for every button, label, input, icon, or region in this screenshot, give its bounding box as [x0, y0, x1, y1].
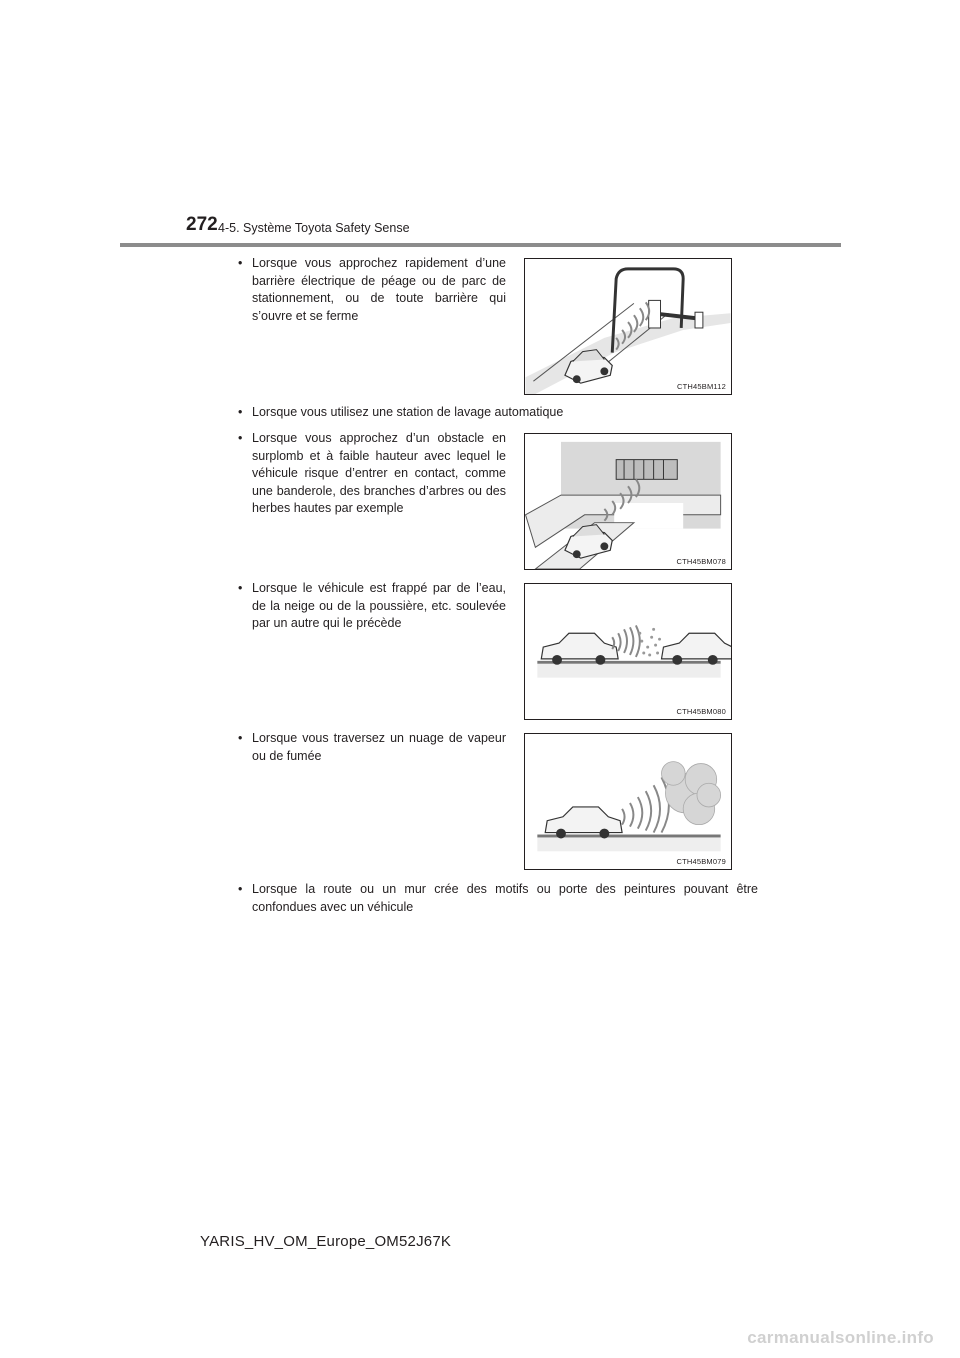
item-text: Lorsque la route ou un mur crée des motifs ou porte des peintures pouvant être confondues avec un véhicule: [252, 882, 758, 914]
spray-illustration: [525, 584, 731, 719]
figure-code: CTH45BM078: [676, 557, 726, 566]
bullet: •: [238, 256, 243, 270]
bullet: •: [238, 431, 243, 445]
bullet: •: [238, 882, 243, 896]
item-text: Lorsque vous approchez d’un obstacle en surplomb et à faible hauteur avec lequel le véhicule risque d’entrer en contact, comme une banderole, des branches d’arbres ou des herbes hautes par exemple: [252, 431, 506, 516]
figure-steam: [524, 733, 732, 870]
list-item: [238, 580, 506, 633]
footer-doc-code: YARIS_HV_OM_Europe_OM52J67K: [200, 1233, 452, 1250]
figure-code: CTH45BM079: [676, 857, 726, 866]
figure-code: CTH45BM080: [676, 707, 726, 716]
bullet: •: [238, 731, 243, 745]
bullet: •: [238, 405, 243, 419]
list-item: [238, 730, 506, 765]
header-rule: [120, 243, 841, 247]
figure-spray: [524, 583, 732, 720]
watermark[interactable]: carmanualsonline.info: [747, 1328, 934, 1347]
item-text: Lorsque vous approchez rapidement d’une barrière électrique de péage ou de parc de stationnement, ou de toute barrière qui s’ouvre et se ferme: [252, 256, 506, 323]
toll-barrier-illustration: [525, 259, 731, 394]
list-item: [238, 404, 758, 422]
item-text: Lorsque vous utilisez une station de lavage automatique: [252, 405, 564, 419]
item-text: Lorsque vous traversez un nuage de vapeur ou de fumée: [252, 731, 506, 763]
figure-code: CTH45BM112: [677, 382, 726, 391]
figure-overhead-obstacle: [524, 433, 732, 570]
steam-illustration: [525, 734, 731, 869]
section-title: 4-5. Système Toyota Safety Sense: [218, 221, 410, 235]
page-number: 272: [186, 214, 218, 235]
list-item: [238, 430, 506, 518]
overhead-obstacle-illustration: [525, 434, 731, 569]
item-text: Lorsque le véhicule est frappé par de l’eau, de la neige ou de la poussière, etc. soulevée par un autre qui le précède: [252, 581, 506, 631]
list-item: [238, 881, 758, 916]
bullet: •: [238, 581, 243, 595]
list-item: [238, 255, 506, 325]
figure-toll-barrier: [524, 258, 732, 395]
